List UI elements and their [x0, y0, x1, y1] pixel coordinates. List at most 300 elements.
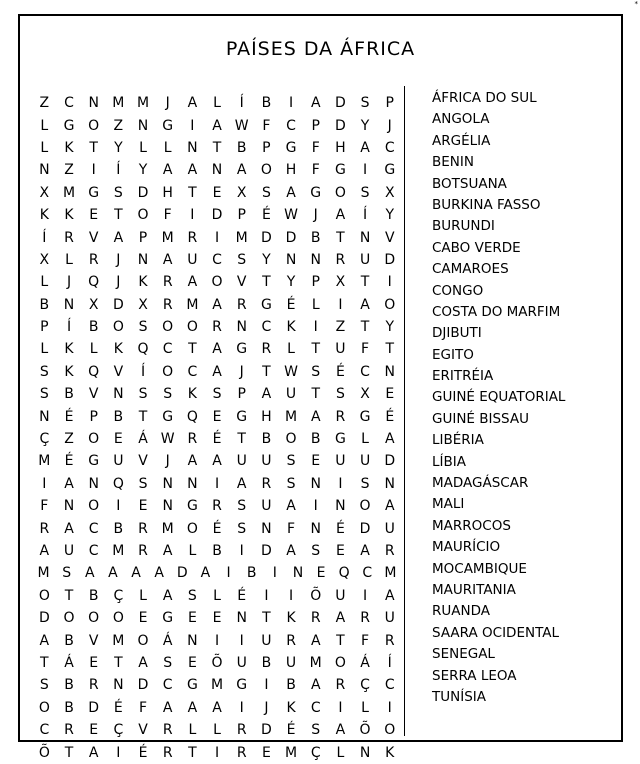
grid-letter[interactable]: N — [63, 296, 75, 313]
grid-letter[interactable]: Y — [138, 162, 148, 179]
grid-letter[interactable]: O — [285, 431, 297, 448]
grid-letter[interactable]: I — [42, 475, 47, 492]
grid-letter[interactable]: T — [311, 341, 320, 358]
grid-letter[interactable]: N — [359, 744, 371, 761]
grid-letter[interactable]: D — [335, 95, 346, 112]
grid-letter[interactable]: T — [89, 139, 98, 156]
grid-letter[interactable]: X — [138, 296, 148, 313]
grid-letter[interactable]: X — [360, 386, 370, 403]
grid-letter[interactable]: G — [310, 184, 322, 201]
grid-letter[interactable]: C — [162, 677, 173, 694]
grid-letter[interactable]: G — [236, 677, 248, 694]
grid-letter[interactable]: O — [112, 319, 124, 336]
grid-letter[interactable]: I — [387, 699, 392, 716]
grid-letter[interactable]: Ç — [360, 677, 370, 694]
grid-letter[interactable]: I — [338, 699, 343, 716]
grid-letter[interactable]: M — [112, 543, 125, 559]
grid-letter[interactable]: L — [40, 274, 49, 291]
grid-letter[interactable]: N — [236, 610, 247, 627]
grid-letter[interactable]: A — [187, 699, 198, 716]
grid-letter[interactable]: Y — [262, 251, 271, 268]
grid-letter[interactable]: D — [176, 565, 188, 582]
grid-letter[interactable]: E — [187, 654, 197, 671]
grid-letter[interactable]: B — [261, 431, 272, 448]
grid-letter[interactable]: I — [226, 565, 231, 582]
grid-letter[interactable]: Õ — [310, 587, 322, 604]
grid-letter[interactable]: A — [212, 699, 222, 716]
grid-letter[interactable]: T — [114, 654, 123, 671]
grid-letter[interactable]: G — [162, 408, 174, 425]
grid-letter[interactable]: I — [214, 744, 220, 761]
grid-letter[interactable]: A — [187, 274, 198, 291]
grid-letter[interactable]: R — [335, 677, 346, 694]
grid-letter[interactable]: D — [384, 251, 396, 268]
grid-letter[interactable]: O — [186, 319, 198, 336]
grid-letter[interactable]: O — [211, 274, 223, 291]
grid-letter[interactable]: R — [88, 251, 99, 268]
grid-letter[interactable]: I — [239, 699, 244, 716]
grid-letter[interactable]: A — [39, 632, 50, 649]
grid-letter[interactable]: A — [162, 587, 173, 604]
grid-letter[interactable]: B — [113, 520, 124, 537]
grid-letter[interactable]: Q — [88, 363, 100, 380]
grid-letter[interactable]: M — [112, 632, 125, 649]
grid-letter[interactable]: Q — [112, 475, 124, 492]
grid-letter[interactable]: I — [387, 274, 392, 291]
grid-letter[interactable]: A — [384, 431, 395, 448]
grid-letter[interactable]: Ç — [310, 744, 321, 761]
grid-letter[interactable]: E — [212, 408, 222, 425]
grid-letter[interactable]: L — [213, 95, 221, 112]
grid-letter[interactable]: J — [313, 207, 318, 224]
grid-letter[interactable]: A — [335, 722, 346, 739]
grid-letter[interactable]: M — [38, 453, 51, 470]
grid-letter[interactable]: O — [38, 699, 50, 716]
grid-letter[interactable]: É — [212, 431, 222, 448]
grid-letter[interactable]: G — [285, 139, 297, 156]
grid-letter[interactable]: L — [188, 722, 197, 739]
grid-letter[interactable]: T — [336, 632, 345, 649]
grid-letter[interactable]: A — [310, 95, 321, 112]
grid-letter[interactable]: V — [88, 386, 99, 403]
grid-letter[interactable]: T — [262, 363, 271, 380]
grid-letter[interactable]: C — [362, 565, 373, 582]
grid-letter[interactable]: K — [138, 274, 148, 291]
grid-letter[interactable]: P — [385, 95, 394, 112]
grid-letter[interactable]: B — [39, 296, 50, 313]
grid-letter[interactable]: N — [39, 408, 50, 425]
grid-letter[interactable]: L — [311, 296, 320, 313]
grid-letter[interactable]: B — [261, 95, 272, 112]
grid-letter[interactable]: L — [139, 139, 147, 156]
grid-letter[interactable]: A — [162, 543, 173, 559]
grid-letter[interactable]: T — [188, 744, 197, 761]
grid-letter[interactable]: M — [235, 229, 248, 246]
grid-letter[interactable]: Í — [66, 319, 72, 336]
grid-letter[interactable]: F — [40, 498, 49, 515]
grid-letter[interactable]: Q — [186, 408, 198, 425]
grid-letter[interactable]: R — [187, 431, 198, 448]
grid-letter[interactable]: G — [260, 296, 272, 313]
grid-letter[interactable]: Z — [64, 162, 74, 179]
grid-letter[interactable]: N — [88, 475, 99, 492]
grid-letter[interactable]: H — [335, 139, 346, 156]
grid-letter[interactable]: R — [162, 722, 173, 739]
grid-letter[interactable]: T — [360, 274, 370, 291]
grid-letter[interactable]: U — [236, 453, 247, 470]
grid-letter[interactable]: K — [187, 386, 197, 403]
grid-letter[interactable]: U — [335, 587, 346, 604]
grid-letter[interactable]: O — [384, 296, 396, 313]
grid-letter[interactable]: V — [88, 632, 99, 649]
grid-letter[interactable]: A — [131, 565, 141, 582]
grid-letter[interactable]: Í — [387, 654, 392, 671]
grid-letter[interactable]: I — [190, 207, 195, 224]
grid-letter[interactable]: F — [361, 632, 370, 649]
grid-letter[interactable]: C — [162, 341, 173, 358]
grid-letter[interactable]: U — [236, 654, 247, 671]
grid-letter[interactable]: F — [163, 207, 172, 224]
grid-letter[interactable]: G — [88, 453, 100, 470]
grid-letter[interactable]: A — [187, 162, 198, 179]
grid-letter[interactable]: P — [237, 207, 246, 224]
grid-letter[interactable]: A — [310, 632, 321, 649]
grid-letter[interactable]: E — [212, 610, 222, 627]
grid-letter[interactable]: N — [285, 251, 297, 268]
grid-letter[interactable]: T — [262, 274, 271, 291]
grid-letter[interactable]: A — [162, 162, 173, 179]
grid-letter[interactable]: Z — [64, 431, 74, 448]
grid-letter[interactable]: S — [237, 498, 247, 515]
grid-letter[interactable]: S — [311, 722, 321, 739]
grid-letter[interactable]: E — [113, 431, 123, 448]
grid-letter[interactable]: T — [311, 386, 320, 403]
grid-letter[interactable]: A — [212, 453, 222, 470]
grid-letter[interactable]: I — [272, 565, 277, 582]
grid-letter[interactable]: O — [359, 498, 371, 515]
grid-letter[interactable]: P — [237, 386, 246, 403]
grid-letter[interactable]: U — [359, 453, 371, 470]
grid-letter[interactable]: A — [187, 453, 198, 470]
grid-letter[interactable]: D — [359, 520, 371, 537]
grid-letter[interactable]: É — [385, 408, 395, 425]
grid-letter[interactable]: S — [311, 543, 321, 559]
grid-letter[interactable]: Õ — [359, 722, 371, 739]
grid-letter[interactable]: B — [64, 386, 74, 403]
grid-letter[interactable]: A — [212, 117, 222, 134]
grid-letter[interactable]: E — [89, 654, 99, 671]
grid-letter[interactable]: B — [212, 543, 222, 559]
grid-letter[interactable]: D — [137, 184, 149, 201]
grid-letter[interactable]: L — [163, 139, 172, 156]
grid-letter[interactable]: S — [360, 475, 370, 492]
grid-letter[interactable]: T — [237, 431, 246, 448]
grid-letter[interactable]: U — [359, 251, 371, 268]
grid-letter[interactable]: A — [85, 565, 95, 582]
grid-letter[interactable]: N — [63, 498, 75, 515]
grid-letter[interactable]: Q — [88, 274, 100, 291]
grid-letter[interactable]: O — [88, 117, 100, 134]
grid-letter[interactable]: U — [285, 654, 297, 671]
grid-letter[interactable]: C — [39, 722, 50, 739]
grid-letter[interactable]: É — [64, 408, 74, 425]
grid-letter[interactable]: J — [165, 453, 170, 470]
grid-letter[interactable]: T — [336, 229, 345, 246]
grid-letter[interactable]: J — [66, 274, 72, 291]
grid-letter[interactable]: C — [88, 543, 99, 559]
grid-letter[interactable]: S — [237, 520, 247, 537]
grid-letter[interactable]: A — [162, 699, 173, 716]
grid-letter[interactable]: A — [113, 229, 124, 246]
grid-letter[interactable]: A — [384, 498, 395, 515]
grid-letter[interactable]: A — [360, 543, 370, 559]
grid-letter[interactable]: Q — [137, 341, 149, 358]
grid-letter[interactable]: B — [310, 229, 321, 246]
grid-letter[interactable]: J — [239, 363, 244, 380]
grid-letter[interactable]: T — [188, 341, 197, 358]
grid-letter[interactable]: C — [310, 699, 321, 716]
grid-letter[interactable]: G — [334, 431, 346, 448]
grid-letter[interactable]: L — [40, 117, 49, 134]
grid-letter[interactable]: S — [62, 565, 72, 582]
grid-letter[interactable]: L — [65, 251, 73, 268]
grid-letter[interactable]: O — [384, 722, 396, 739]
grid-letter[interactable]: T — [114, 207, 123, 224]
grid-letter[interactable]: É — [261, 207, 271, 224]
grid-letter[interactable]: E — [385, 386, 395, 403]
grid-letter[interactable]: M — [186, 296, 199, 313]
grid-letter[interactable]: N — [384, 363, 395, 380]
grid-letter[interactable]: V — [236, 274, 247, 291]
grid-letter[interactable]: Ç — [113, 722, 124, 739]
grid-letter[interactable]: J — [264, 699, 269, 716]
grid-letter[interactable]: Í — [42, 229, 47, 246]
grid-letter[interactable]: N — [335, 498, 346, 515]
grid-letter[interactable]: A — [39, 543, 50, 559]
grid-letter[interactable]: É — [286, 296, 296, 313]
grid-letter[interactable]: X — [39, 184, 50, 201]
grid-letter[interactable]: I — [264, 587, 269, 604]
grid-letter[interactable]: R — [335, 251, 346, 268]
grid-letter[interactable]: I — [214, 229, 220, 246]
grid-letter[interactable]: N — [384, 475, 395, 492]
grid-letter[interactable]: D — [260, 722, 272, 739]
grid-letter[interactable]: N — [113, 677, 124, 694]
grid-letter[interactable]: B — [113, 408, 124, 425]
grid-letter[interactable]: X — [236, 184, 247, 201]
grid-letter[interactable]: O — [137, 632, 149, 649]
grid-letter[interactable]: S — [163, 654, 173, 671]
grid-letter[interactable]: A — [310, 408, 321, 425]
grid-letter[interactable]: R — [384, 632, 395, 649]
grid-letter[interactable]: R — [162, 274, 173, 291]
grid-letter[interactable]: G — [186, 677, 198, 694]
grid-letter[interactable]: I — [313, 498, 318, 515]
grid-letter[interactable]: Y — [360, 117, 370, 134]
grid-letter[interactable]: Z — [113, 117, 124, 134]
grid-letter[interactable]: B — [246, 565, 257, 582]
grid-letter[interactable]: B — [64, 699, 74, 716]
grid-letter[interactable]: Z — [335, 319, 346, 336]
grid-letter[interactable]: I — [239, 543, 244, 559]
grid-letter[interactable]: O — [334, 184, 346, 201]
grid-letter[interactable]: I — [363, 162, 368, 179]
grid-letter[interactable]: A — [286, 498, 296, 515]
grid-letter[interactable]: Í — [363, 207, 368, 224]
grid-letter[interactable]: N — [187, 475, 198, 492]
grid-letter[interactable]: I — [116, 498, 121, 515]
grid-letter[interactable]: S — [335, 386, 345, 403]
grid-letter[interactable]: Á — [360, 654, 370, 671]
grid-letter[interactable]: K — [64, 139, 74, 156]
grid-letter[interactable]: L — [213, 722, 221, 739]
grid-letter[interactable]: N — [359, 229, 371, 246]
grid-letter[interactable]: E — [138, 610, 148, 627]
grid-letter[interactable]: A — [360, 139, 370, 156]
grid-letter[interactable]: L — [188, 543, 197, 559]
grid-letter[interactable]: X — [384, 184, 395, 201]
grid-letter[interactable]: S — [39, 363, 49, 380]
grid-letter[interactable]: Õ — [211, 654, 223, 671]
grid-letter[interactable]: A — [286, 543, 296, 559]
grid-letter[interactable]: K — [64, 341, 74, 358]
grid-letter[interactable]: K — [64, 363, 74, 380]
grid-letter[interactable]: S — [237, 251, 247, 268]
grid-letter[interactable]: G — [384, 162, 396, 179]
grid-letter[interactable]: W — [160, 431, 175, 448]
grid-letter[interactable]: N — [162, 475, 173, 492]
grid-letter[interactable]: D — [260, 229, 272, 246]
grid-letter[interactable]: R — [64, 722, 74, 739]
grid-letter[interactable]: W — [284, 363, 298, 380]
grid-letter[interactable]: D — [335, 117, 346, 134]
grid-letter[interactable]: G — [63, 117, 75, 134]
grid-letter[interactable]: H — [261, 408, 272, 425]
grid-letter[interactable]: A — [335, 610, 346, 627]
grid-letter[interactable]: D — [112, 296, 124, 313]
grid-letter[interactable]: N — [162, 498, 173, 515]
grid-letter[interactable]: V — [88, 229, 99, 246]
grid-letter[interactable]: G — [162, 117, 174, 134]
grid-letter[interactable]: U — [335, 453, 346, 470]
grid-letter[interactable]: R — [236, 296, 247, 313]
grid-letter[interactable]: M — [384, 565, 397, 582]
grid-letter[interactable]: A — [88, 744, 99, 761]
grid-letter[interactable]: Y — [385, 319, 395, 336]
grid-letter[interactable]: T — [188, 184, 197, 201]
grid-letter[interactable]: A — [64, 475, 74, 492]
grid-letter[interactable]: V — [138, 453, 148, 470]
grid-letter[interactable]: A — [154, 565, 164, 582]
grid-letter[interactable]: T — [138, 408, 148, 425]
grid-letter[interactable]: K — [286, 610, 296, 627]
grid-letter[interactable]: L — [287, 341, 295, 358]
grid-letter[interactable]: G — [88, 184, 100, 201]
grid-letter[interactable]: N — [211, 162, 223, 179]
grid-letter[interactable]: S — [360, 184, 370, 201]
grid-letter[interactable]: R — [286, 632, 296, 649]
grid-letter[interactable]: D — [285, 229, 297, 246]
grid-letter[interactable]: É — [64, 453, 74, 470]
grid-letter[interactable]: B — [64, 677, 74, 694]
grid-letter[interactable]: L — [361, 431, 369, 448]
grid-letter[interactable]: U — [261, 632, 272, 649]
grid-letter[interactable]: M — [210, 677, 224, 694]
grid-letter[interactable]: N — [236, 319, 247, 336]
grid-letter[interactable]: A — [236, 162, 247, 179]
grid-letter[interactable]: N — [187, 632, 198, 649]
grid-letter[interactable]: P — [138, 229, 148, 246]
grid-letter[interactable]: S — [187, 587, 197, 604]
grid-letter[interactable]: P — [311, 117, 320, 134]
grid-letter[interactable]: S — [311, 363, 321, 380]
grid-letter[interactable]: G — [236, 408, 248, 425]
grid-letter[interactable]: U — [261, 453, 272, 470]
grid-letter[interactable]: O — [88, 610, 100, 627]
grid-letter[interactable]: N — [310, 475, 321, 492]
grid-letter[interactable]: A — [261, 386, 272, 403]
grid-letter[interactable]: E — [89, 207, 99, 224]
grid-letter[interactable]: G — [162, 610, 174, 627]
grid-letter[interactable]: R — [236, 722, 247, 739]
grid-letter[interactable]: A — [212, 341, 222, 358]
grid-letter[interactable]: I — [338, 475, 343, 492]
grid-letter[interactable]: Q — [338, 565, 350, 582]
grid-letter[interactable]: A — [360, 296, 370, 313]
grid-letter[interactable]: T — [40, 654, 49, 671]
grid-letter[interactable]: O — [137, 207, 149, 224]
grid-letter[interactable]: N — [137, 117, 149, 134]
grid-letter[interactable]: K — [39, 207, 49, 224]
grid-letter[interactable]: K — [385, 744, 395, 761]
grid-letter[interactable]: E — [261, 744, 271, 761]
grid-letter[interactable]: N — [88, 95, 99, 112]
grid-letter[interactable]: C — [384, 139, 395, 156]
grid-letter[interactable]: L — [139, 587, 147, 604]
grid-letter[interactable]: O — [186, 520, 198, 537]
grid-letter[interactable]: O — [334, 654, 346, 671]
grid-letter[interactable]: L — [40, 139, 49, 156]
grid-letter[interactable]: A — [335, 207, 346, 224]
grid-letter[interactable]: Õ — [38, 744, 50, 761]
grid-letter[interactable]: E — [311, 453, 321, 470]
grid-letter[interactable]: S — [360, 95, 370, 112]
grid-letter[interactable]: W — [284, 207, 298, 224]
grid-letter[interactable]: A — [212, 296, 222, 313]
grid-letter[interactable]: T — [360, 319, 370, 336]
grid-letter[interactable]: P — [262, 139, 271, 156]
grid-letter[interactable]: S — [39, 386, 49, 403]
grid-letter[interactable]: G — [334, 162, 346, 179]
grid-letter[interactable]: M — [309, 654, 322, 671]
grid-letter[interactable]: F — [311, 162, 320, 179]
grid-letter[interactable]: O — [88, 498, 100, 515]
grid-letter[interactable]: U — [285, 386, 297, 403]
grid-letter[interactable]: É — [212, 520, 222, 537]
grid-letter[interactable]: S — [261, 184, 271, 201]
grid-letter[interactable]: S — [163, 386, 173, 403]
grid-letter[interactable]: H — [162, 184, 173, 201]
grid-letter[interactable]: M — [62, 184, 76, 201]
grid-letter[interactable]: M — [161, 520, 174, 537]
grid-letter[interactable]: X — [88, 296, 99, 313]
grid-letter[interactable]: T — [64, 744, 74, 761]
grid-letter[interactable]: D — [38, 610, 50, 627]
grid-letter[interactable]: S — [138, 386, 148, 403]
grid-letter[interactable]: R — [360, 610, 370, 627]
grid-letter[interactable]: A — [64, 520, 74, 537]
grid-letter[interactable]: K — [64, 207, 74, 224]
